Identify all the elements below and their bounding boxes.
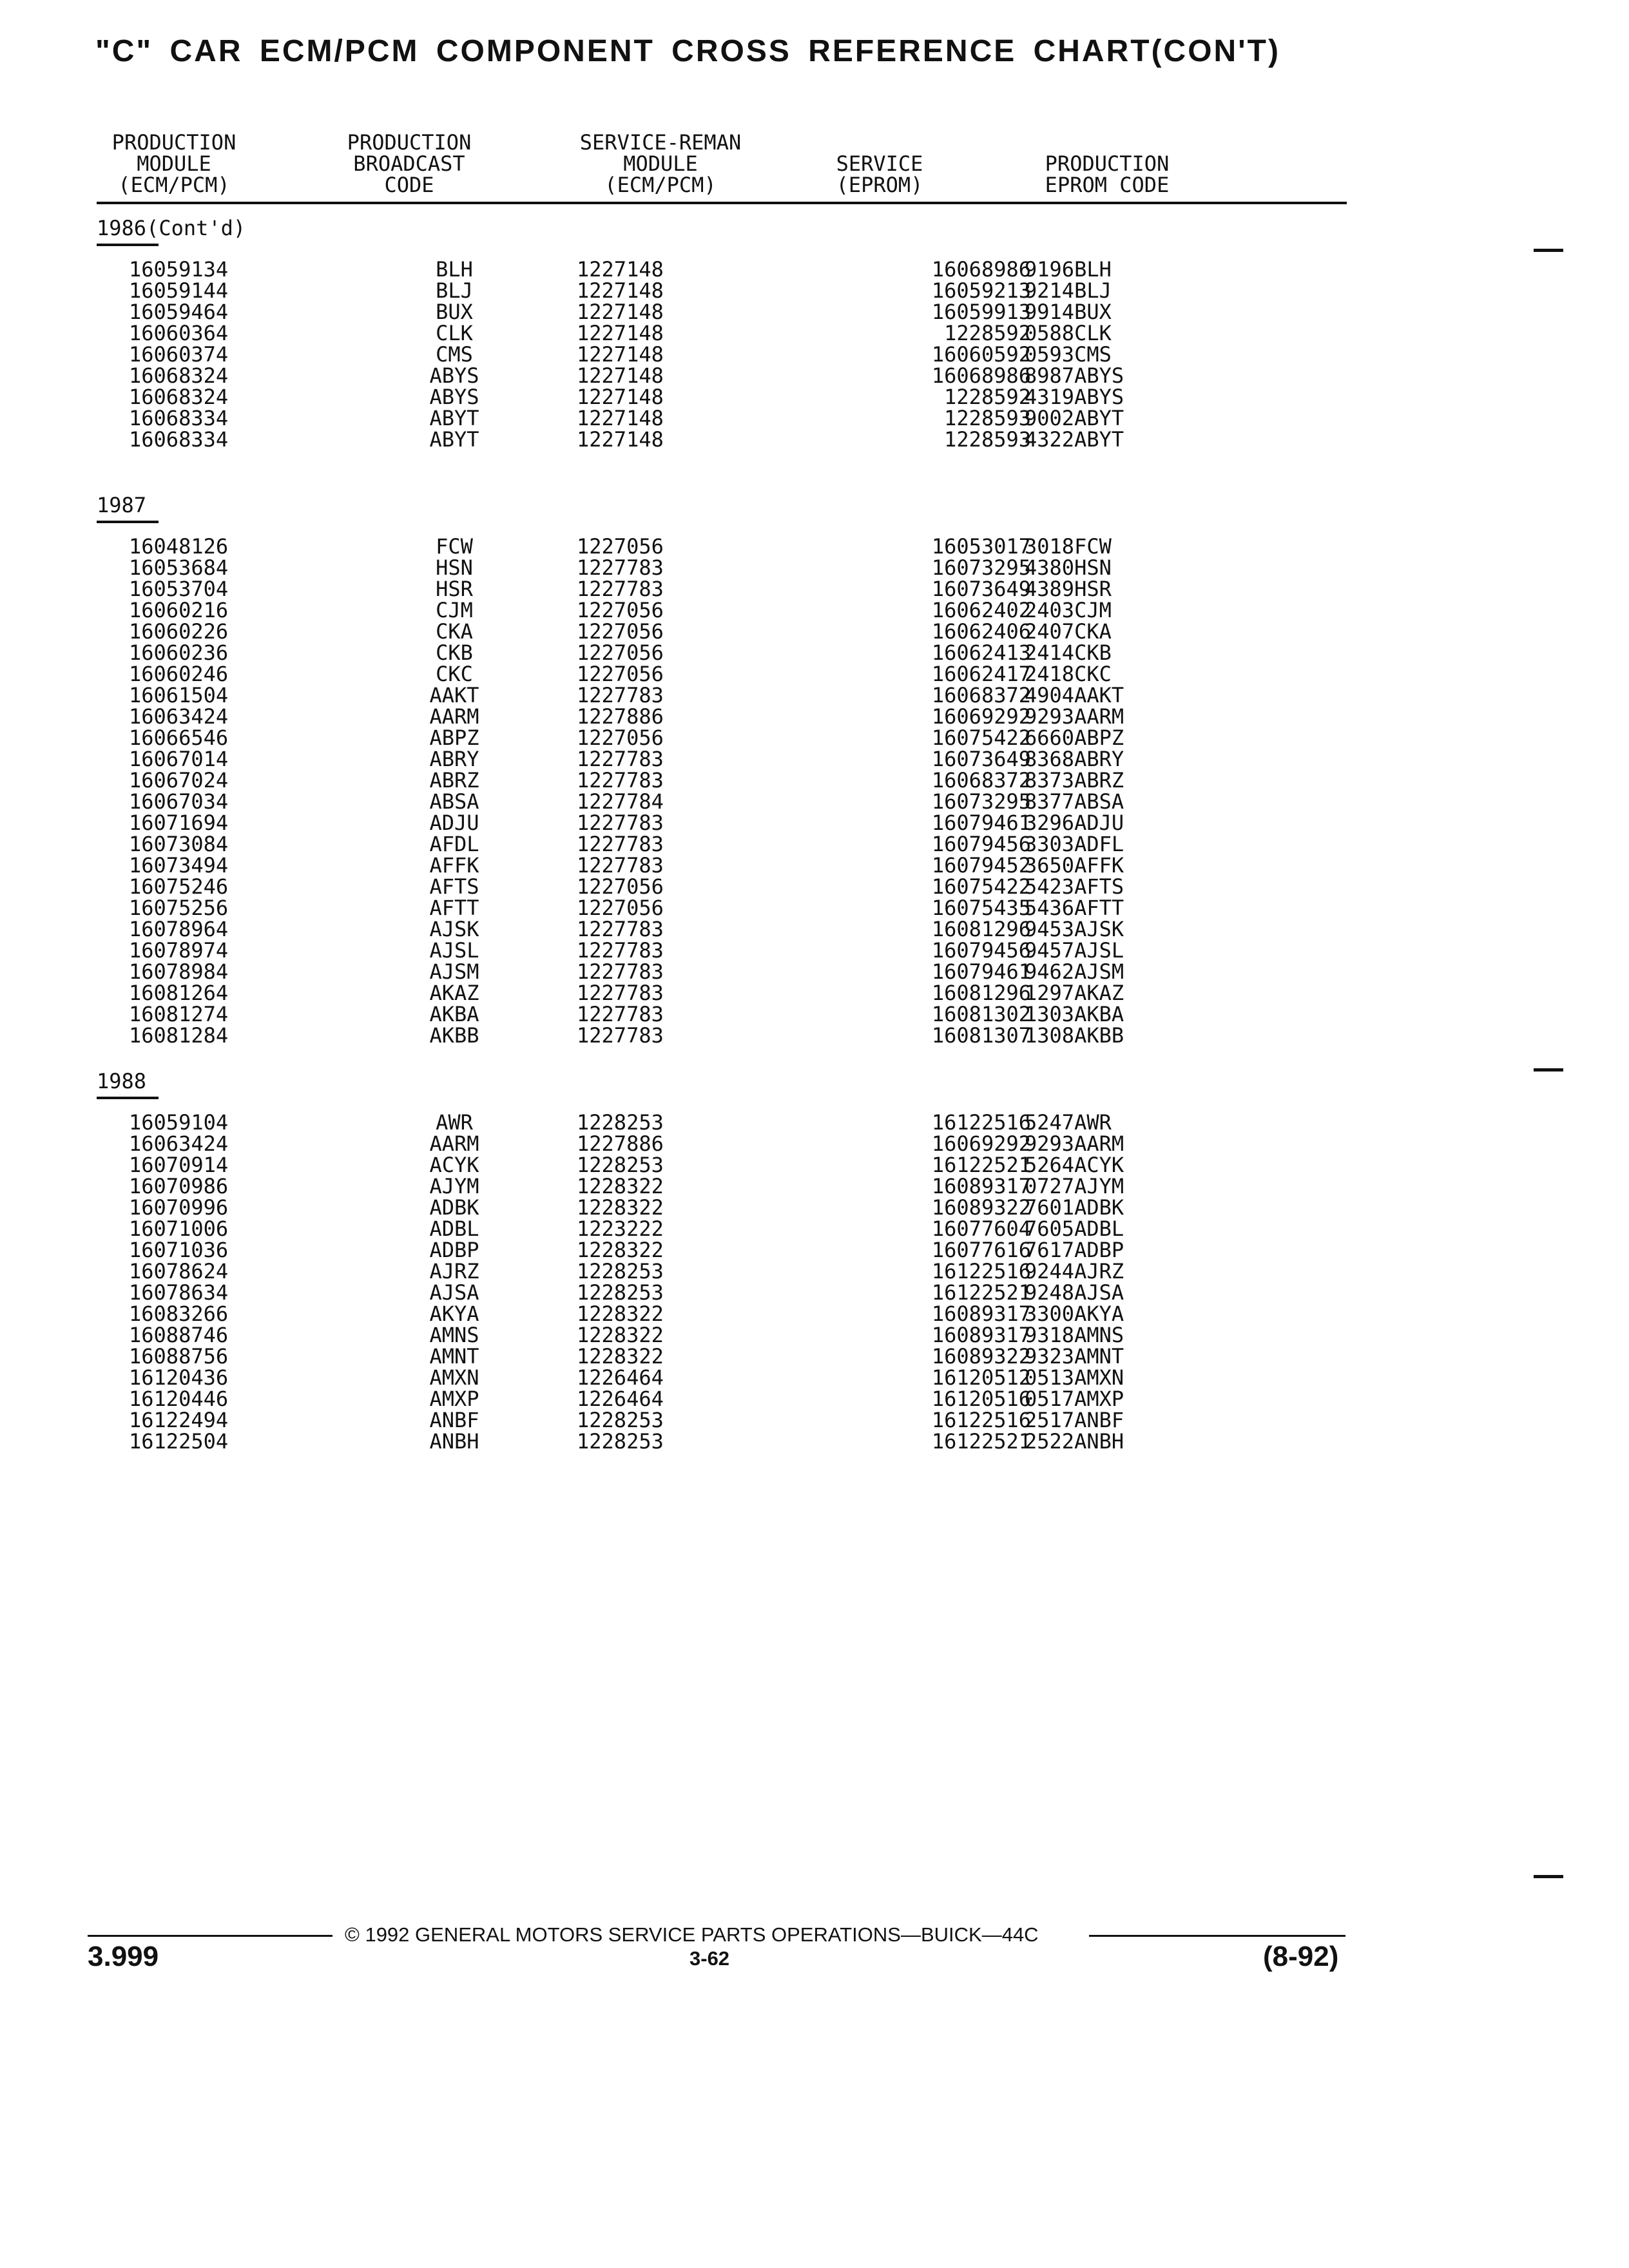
section-1987: 1987 16048126 FCW 1227056 16053017 3018FCW 16053684 HSN 1227783 16073295 4380HSN 16053704 HSR 1227783 16073649 4389HSR 16060216 CJM 1227056 16062402 2403CJM 16060226 CKA 1227056 16062406 2407CKA 16060236 CKB 1227056 16062413 2414CKB 16060246 CKC 1227056 16062417 2418CKC 16061504 AAKT 1227783 16068372 4904AAKT 16063424 AARM 1227886 16069292 9293AARM 16066546 ABPZ 1227056 16075422 6660ABPZ 16067014 ABRY 1227783 16073649 8368ABRY 16067024 ABRZ 1227783 16068372 8373ABRZ 16067034 ABSA 1227784 16073295 8377ABSA 16071694 ADJU 1227783 16079461 3296ADJU 16073084 AFDL 1227783 16079456 3303ADFL 16073494 AFFK 1227783 16079452 3650AFFK 16075246 AFTS 1227056 16075422 5423AFTS 16075256 AFTT 1227056 16075435 5436AFTT 16078964 AJSK 1227783 16081296 9453AJSK 16078974 AJSL 1227783 16079456 9457AJSL 16078984 AJSM 1227783 16079461 9462AJSM 16081264 AKAZ 1227783 16081296 1297AKAZ 16081274 AKBA 1227783 16081302 1303AKBA 16081284 AKBB 1227783 16081307 1308AKBB	[97, 493, 1124, 1048]
section-code: 3.999	[88, 1941, 159, 1972]
column-header-service-reman-module: SERVICE-REMAN MODULE (ECM/PCM)	[579, 130, 742, 197]
section-label: 1986(Cont'd)	[97, 216, 246, 240]
column-header-broadcast-code: PRODUCTION BROADCAST CODE	[347, 130, 472, 197]
page-title: "C" CAR ECM/PCM COMPONENT CROSS REFERENCE CHART(CON'T)	[95, 34, 1280, 68]
section-underline	[97, 244, 159, 246]
copyright-notice: © 1992 GENERAL MOTORS SERVICE PARTS OPERATIONS—BUICK—44C	[345, 1923, 1039, 1946]
section-label: 1987	[97, 494, 146, 517]
column-header-production-module: PRODUCTION MODULE (ECM/PCM)	[111, 130, 236, 197]
revision-date: (8-92)	[1263, 1941, 1339, 1972]
footer-rule-left	[88, 1935, 333, 1937]
column-header-service-eprom: SERVICE (EPROM)	[836, 151, 923, 197]
section-1986: 1986(Cont'd) 16059134 BLH 1227148 16068986 9196BLH 16059144 BLJ 1227148 16059213 9214BLJ 16059464 BUX 1227148 16059913 9914BUX 16060364 CLK 1227148 1228592 0588CLK 16060374 CMS 1227148 16060592 0593CMS 16068324 ABYS 1227148 16068986 8987ABYS 16068324 ABYS 1227148 1228592 4319ABYS 16068334 ABYT 1227148 1228593 9002ABYT 16068334 ABYT 1227148 1228593 4322ABYT	[97, 216, 1124, 452]
binder-tick	[1534, 249, 1563, 252]
section-1988: 1988 16059104 AWR 1228253 16122516 5247AWR 16063424 AARM 1227886 16069292 9293AARM 16070914 ACYK 1228253 16122521 5264ACYK 16070986 AJYM 1228322 16089317 0727AJYM 16070996 ADBK 1228322 16089322 7601ADBK 16071006 ADBL 1223222 16077604 7605ADBL 16071036 ADBP 1228322 16077616 7617ADBP 16078624 AJRZ 1228253 16122516 9244AJRZ 16078634 AJSA 1228253 16122521 9248AJSA 16083266 AKYA 1228322 16089317 3300AKYA 16088746 AMNS 1228322 16089317 9318AMNS 16088756 AMNT 1228322 16089322 9323AMNT 16120436 AMXN 1226464 16120512 0513AMXN 16120446 AMXP 1226464 16120516 0517AMXP 16122494 ANBF 1228253 16122516 2517ANBF 16122504 ANBH 1228253 16122521 2522ANBH	[97, 1069, 1124, 1454]
page-number: 3-62	[689, 1947, 730, 1970]
binder-tick	[1534, 1875, 1563, 1878]
section-underline	[97, 1097, 159, 1099]
header-rule	[97, 202, 1347, 204]
section-label: 1988	[97, 1070, 146, 1093]
column-header-production-eprom-code: PRODUCTION EPROM CODE	[1045, 151, 1170, 197]
section-underline	[97, 521, 159, 523]
footer-rule-right	[1089, 1935, 1345, 1937]
binder-tick	[1534, 1068, 1563, 1072]
